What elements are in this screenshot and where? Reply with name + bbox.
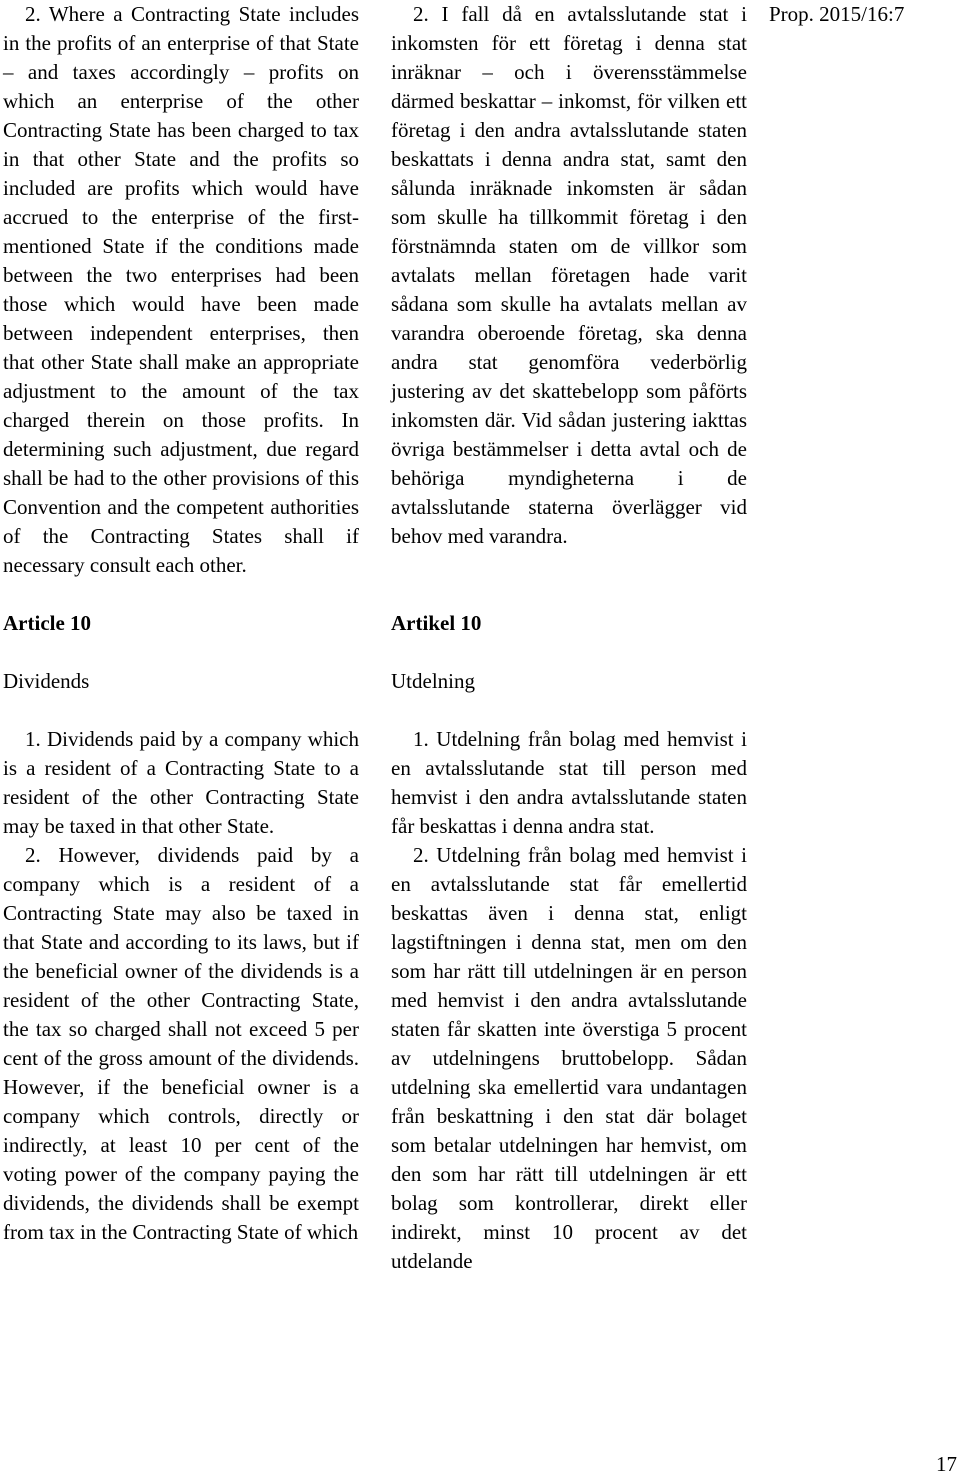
- spacer: [3, 696, 359, 725]
- spacer: [3, 580, 359, 609]
- en-article9-paragraph-2: 2. Where a Contracting State includes in the profits of an enterprise of that State – and taxes accordingly – profits on which an enterprise of the other Contracting State has been charged to tax in that other State and the profits so included are profits which would have accrued to the enterprise of the first-mentioned State if the conditions made between the two enterprises had been those which would have been made between independent enterprises, then that other State shall make an appropriate adjustment to the amount of the tax charged therein on those profits. In determining such adjustment, due regard shall be had to the other provisions of this Convention and the competent authorities of the Contracting States shall if necessary consult each other.: [3, 2, 359, 577]
- en-article-title: Article 10: [3, 611, 92, 635]
- english-column: [3, 0, 359, 1247]
- swedish-column: [391, 0, 747, 1276]
- sv-utdelning-paragraph-2: 2. Utdelning från bolag med hemvist i en avtalsslutande stat får emellertid beskattas även i denna stat, enligt lagstiftningen i denna stat, men om den som har rätt till utdelningen är en person med hemvist i den andra avtalsslutande staten får skatten inte överstiga 5 procent av utdelningens bruttobelopp. Sådan utdelning ska emellertid vara undantagen från beskattning i den stat där bolaget som betalar utdelningen har hemvist, om den som har rätt till utdelningen är ett bolag som kontrollerar, direkt eller indirekt, minst 10 procent av det utdelande: [391, 843, 747, 1273]
- sv-section-title: Utdelning: [391, 669, 475, 693]
- sv-utdelning-paragraph-1: 1. Utdelning från bolag med hemvist i en avtalsslutande stat till person med hemvist i den andra avtalsslutande staten får beskattas i denna andra stat.: [391, 727, 747, 838]
- en-section-title: Dividends: [3, 669, 90, 693]
- spacer: [391, 580, 747, 609]
- sv-article-title: Artikel 10: [391, 611, 482, 635]
- page-number: 17: [936, 1452, 957, 1476]
- sv-article9-paragraph-2: 2. I fall då en avtalsslutande stat i inkomsten för ett företag i denna stat inräknar – och i överensstämmelse därmed beskattar – inkomst, för vilken ett företag i den andra avtalsslutande staten beskattats i denna andra stat, samt den sålunda inräknade inkomsten är sådan som skulle ha tillkommit företag i den förstnämnda staten om de villkor som avtalats mellan företagen hade varit sådana som skulle ha avtalats mellan av varandra oberoende företag, ska denna andra stat genomföra vederbörlig justering av det skattebelopp som påförts inkomsten där. Vid sådan justering iakttas övriga bestämmelser i detta avtal och de behöriga myndigheterna i de avtalsslutande staterna överlägger vid behov med varandra.: [391, 2, 747, 548]
- en-dividends-paragraph-2: 2. However, dividends paid by a company which is a resident of a Contracting State may also be taxed in that State and according to its laws, but if the beneficial owner of the dividends is a resident of the other Contracting State, the tax so charged shall not exceed 5 per cent of the gross amount of the dividends. However, if the beneficial owner is a company which controls, directly or indirectly, at least 10 per cent of the voting power of the company paying the dividends, the dividends shall be exempt from tax in the Contracting State of which: [3, 843, 359, 1244]
- en-dividends-paragraph-1: 1. Dividends paid by a company which is a resident of a Contracting State to a resident of the other Contracting State may be taxed in that other State.: [3, 727, 359, 838]
- spacer: [391, 551, 747, 580]
- spacer: [391, 696, 747, 725]
- spacer: [391, 638, 747, 667]
- spacer: [3, 638, 359, 667]
- proposition-reference: Prop. 2015/16:7: [769, 2, 905, 26]
